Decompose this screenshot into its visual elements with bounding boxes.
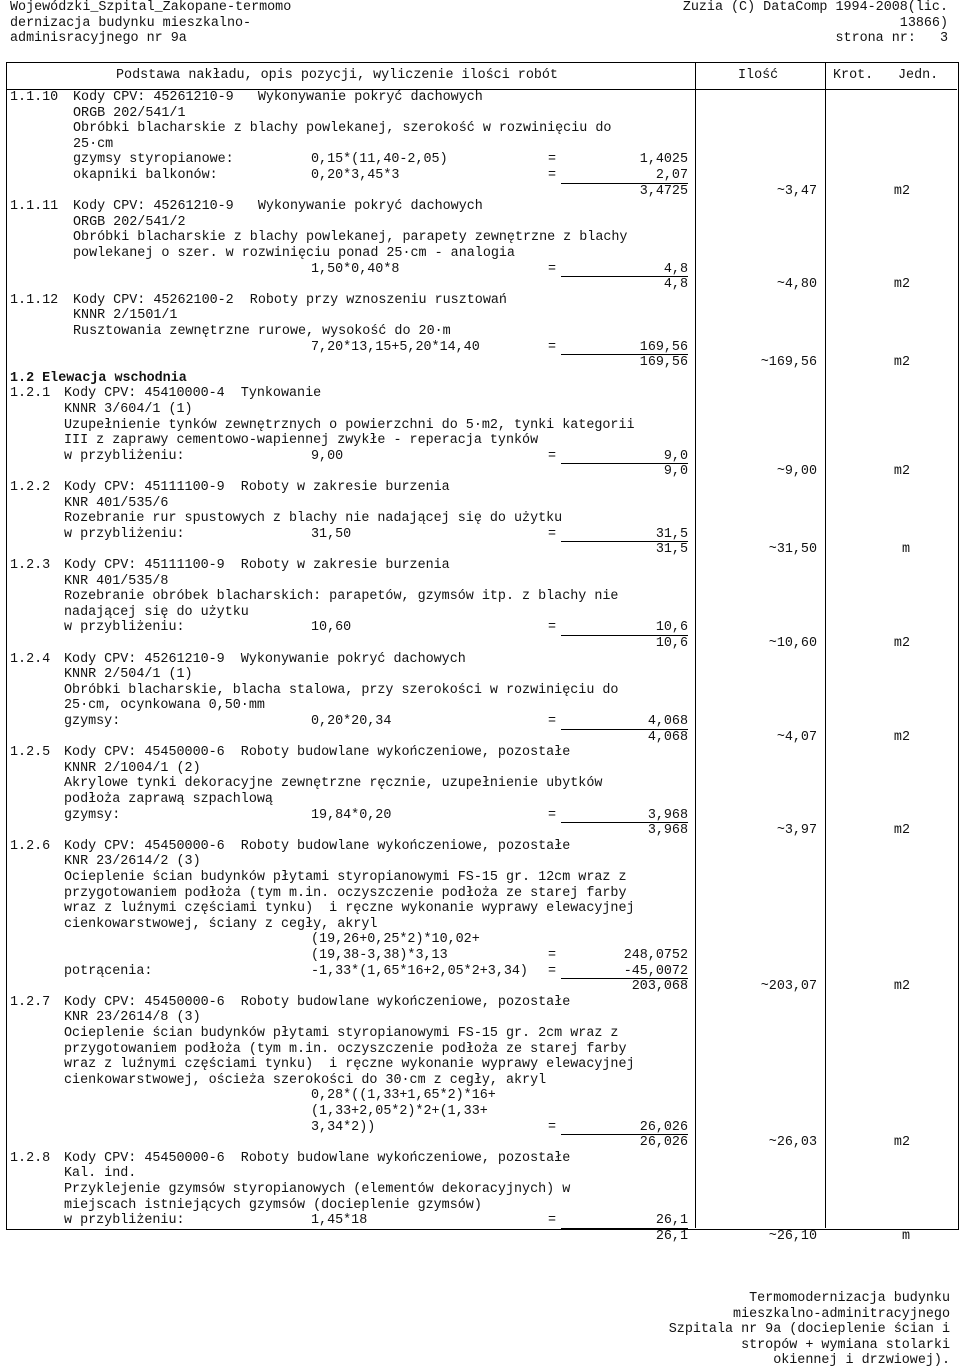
calc-equals: = [548, 620, 557, 636]
footer-line: Szpitala nr 9a (docieplenie ścian i [668, 1322, 950, 1338]
item-base: KNR 23/2614/2 (3) [64, 854, 201, 870]
footer-line: stropów + wymiana stolarki [741, 1337, 950, 1353]
item-quantity: ~3,47 [776, 183, 817, 199]
item-number: 1.1.11 [10, 199, 59, 215]
item-description: przygotowaniem podłoża (tym m.in. oczyszczenie podłoża ze starej farby [64, 1041, 627, 1057]
item-quantity: ~169,56 [760, 355, 817, 371]
item-sum: 3,4725 [639, 183, 688, 199]
calc-label: okapniki balkonów: [73, 168, 218, 183]
item-sum: 169,56 [639, 355, 688, 371]
calc-expression: 19,84*0,20 [311, 807, 392, 823]
item-unit: m2 [893, 355, 910, 371]
calc-equals: = [548, 1119, 557, 1135]
footer-line: mieszkalno-adminitracyjnego [733, 1306, 950, 1322]
footer-line: Termomodernizacja budynku [749, 1291, 950, 1306]
calc-equals: = [548, 714, 557, 729]
calc-value: 26,026 [639, 1119, 688, 1135]
item-unit: m2 [893, 277, 910, 293]
item-unit: m2 [893, 729, 910, 745]
item-sum: 3,968 [647, 823, 688, 839]
calc-expression: 7,20*13,15+5,20*14,40 [311, 339, 480, 355]
item-unit: m2 [893, 464, 910, 480]
calc-expression: (19,38-3,38)*3,13 [311, 948, 448, 963]
item-cpv: Kody CPV: 45262100-2 Roboty przy wznoszeniu rusztowań [73, 292, 507, 308]
calc-expression: 31,50 [311, 526, 352, 542]
item-sum: 10,6 [655, 636, 688, 651]
item-sum: 26,1 [655, 1228, 688, 1244]
item-cpv: Kody CPV: 45450000-6 Roboty budowlane wykończeniowe, pozostałe [64, 1150, 571, 1166]
item-cpv: Kody CPV: 45450000-6 Roboty budowlane wykończeniowe, pozostałe [64, 745, 571, 761]
item-base: KNNR 2/1004/1 (2) [64, 760, 201, 776]
item-quantity: ~26,03 [768, 1135, 817, 1151]
item-number: 1.1.10 [10, 90, 59, 105]
item-sum: 4,068 [647, 729, 688, 745]
calc-expression: 0,20*3,45*3 [311, 168, 400, 183]
item-number: 1.2.7 [10, 994, 51, 1010]
item-description: Rozebranie rur spustowych z blachy nie nadającej się do użytku [64, 511, 563, 527]
item-sum: 203,068 [631, 979, 688, 995]
calc-value: 4,068 [647, 714, 688, 729]
item-base: ORGB 202/541/1 [73, 105, 186, 121]
col-header-desc: Podstawa nakładu, opis pozycji, wyliczenie ilości robót [116, 68, 558, 83]
header-line: strona nr: 3 [835, 31, 948, 47]
page-footer [669, 1291, 950, 1369]
item-cpv: Kody CPV: 45111100-9 Roboty w zakresie burzenia [64, 558, 450, 573]
calc-label: w przybliżeniu: [64, 448, 185, 464]
item-description: Ocieplenie ścian budynków płytami styropianowymi FS-15 gr. 12cm wraz z [64, 870, 627, 885]
item-description: podłoża zaprawą szpachlową [64, 792, 273, 807]
calc-equals: = [548, 448, 557, 464]
calc-equals: = [548, 526, 557, 542]
item-description: wraz z luźnymi częściami tynku) i ręczne wykonanie wyprawy elewacyjnej [64, 1057, 635, 1073]
calc-value: 248,0752 [623, 948, 688, 963]
calc-value: 31,5 [655, 526, 688, 542]
page-header-left [10, 0, 291, 47]
item-unit: m [901, 542, 910, 558]
calc-equals: = [548, 963, 557, 979]
calc-expression: 3,34*2)) [311, 1119, 376, 1135]
calc-label: gzymsy: [64, 807, 121, 823]
calc-equals: = [548, 1213, 557, 1229]
item-number: 1.2.2 [10, 480, 51, 495]
calc-label: gzymsy: [64, 714, 121, 729]
item-quantity: ~3,97 [776, 823, 817, 839]
calc-value: 4,8 [663, 261, 688, 277]
item-number: 1.2.8 [10, 1150, 51, 1166]
item-base: ORGB 202/541/2 [73, 214, 186, 230]
item-number: 1.2.4 [10, 651, 51, 667]
col-header-qty: Ilość [738, 68, 779, 83]
item-unit: m2 [893, 636, 910, 651]
calc-equals: = [548, 168, 557, 183]
item-number: 1.2.6 [10, 838, 51, 854]
calc-value: 3,968 [647, 807, 688, 823]
item-quantity: ~9,00 [776, 464, 817, 480]
header-line: 13866) [899, 15, 948, 31]
item-unit: m2 [893, 979, 910, 995]
item-base: KNR 23/2614/8 (3) [64, 1010, 201, 1026]
item-base: KNR 401/535/6 [64, 495, 169, 511]
calc-equals: = [548, 261, 557, 277]
item-description: Ocieplenie ścian budynków płytami styropianowymi FS-15 gr. 2cm wraz z [64, 1026, 619, 1041]
calc-value: 10,6 [655, 620, 688, 636]
calc-label: potrącenia: [64, 963, 153, 979]
item-number: 1.2.1 [10, 386, 51, 402]
col-header-krot: Krot. [833, 68, 874, 83]
item-cpv: Kody CPV: 45111100-9 Roboty w zakresie burzenia [64, 480, 450, 495]
item-quantity: ~31,50 [768, 542, 817, 558]
calc-expression: 9,00 [311, 448, 344, 464]
calc-expression: (1,33+2,05*2)*2+(1,33+ [311, 1104, 488, 1119]
item-description: 25·cm [73, 136, 114, 152]
item-description: III z zaprawy cementowo-wapiennej zwykłe - reperacja tynków [64, 433, 539, 449]
item-unit: m2 [893, 823, 910, 839]
calc-value: -45,0072 [623, 963, 688, 979]
item-sum: 4,8 [663, 277, 688, 293]
page-header-right [683, 0, 948, 47]
item-base: KNNR 2/1501/1 [73, 308, 178, 324]
item-quantity: ~26,10 [768, 1228, 817, 1244]
item-quantity: ~10,60 [768, 636, 817, 651]
item-description: wraz z luźnymi częściami tynku) i ręczne wykonanie wyprawy elewacyjnej [64, 901, 635, 917]
item-description: Rozebranie obróbek blacharskich: parapetów, gzymsów itp. z blachy nie [64, 589, 619, 605]
item-cpv: Kody CPV: 45450000-6 Roboty budowlane wykończeniowe, pozostałe [64, 838, 571, 854]
calc-label: gzymsy styropianowe: [73, 152, 234, 168]
item-description: Akrylowe tynki dekoracyjne zewnętrzne ręcznie, uzupełnienie ubytków [64, 776, 603, 792]
header-line: Wojewódzki_Szpital_Zakopane-termomo [10, 0, 292, 15]
calc-expression: (19,26+0,25*2)*10,02+ [311, 932, 480, 948]
item-description: Obróbki blacharskie, blacha stalowa, przy szerokości w rozwinięciu do [64, 682, 619, 698]
calc-expression: 0,28*((1,33+1,65*2)*16+ [311, 1088, 496, 1104]
calc-equals: = [548, 807, 557, 823]
item-quantity: ~203,07 [760, 979, 817, 995]
calc-value: 9,0 [663, 448, 688, 464]
item-base: KNNR 2/504/1 (1) [64, 667, 193, 683]
item-cpv: Kody CPV: 45261210-9 Wykonywanie pokryć dachowych [73, 90, 483, 105]
calc-value: 169,56 [639, 339, 688, 355]
calc-label: w przybliżeniu: [64, 1213, 185, 1229]
item-number: 1.2.3 [10, 558, 51, 573]
item-description: Obróbki blacharskie z blachy powlekanej, szerokość w rozwinięciu do [73, 121, 612, 137]
item-description: Rusztowania zewnętrzne rurowe, wysokość do 20·m [73, 324, 451, 339]
column-divider [695, 62, 696, 1228]
header-line: Zuzia (C) DataComp 1994-2008(lic. [682, 0, 948, 15]
calc-label: w przybliżeniu: [64, 620, 185, 636]
calc-value: 2,07 [655, 168, 688, 183]
column-divider [825, 62, 826, 1228]
item-number: 1.2.5 [10, 745, 51, 761]
calc-expression: 0,15*(11,40-2,05) [311, 152, 448, 168]
item-sum: 26,026 [639, 1135, 688, 1151]
calc-label: w przybliżeniu: [64, 526, 185, 542]
item-description: cienkowarstwowej, ościeża szerokości do 30·cm z cegły, akryl [64, 1072, 547, 1088]
section-heading: 1.2 Elewacja wschodnia [10, 370, 187, 386]
item-description: miejscach istniejących gzymsów (docieplenie gzymsów) [64, 1197, 482, 1213]
calc-equals: = [548, 152, 557, 168]
item-cpv: Kody CPV: 45450000-6 Roboty budowlane wykończeniowe, pozostałe [64, 994, 571, 1010]
item-base: Kal. ind. [64, 1166, 137, 1182]
calc-value: 26,1 [655, 1213, 688, 1229]
col-header-unit: Jedn. [898, 68, 939, 83]
item-description: Przyklejenie gzymsów styropianowych (elementów dekoracyjnych) w [64, 1182, 571, 1197]
calc-value: 1,4025 [639, 152, 688, 168]
item-cpv: Kody CPV: 45410000-4 Tynkowanie [64, 386, 322, 402]
item-cpv: Kody CPV: 45261210-9 Wykonywanie pokryć dachowych [64, 651, 466, 667]
item-description: Obróbki blacharskie z blachy powlekanej, parapety zewnętrzne z blachy [73, 230, 628, 246]
calc-equals: = [548, 339, 557, 355]
item-quantity: ~4,80 [776, 277, 817, 293]
item-base: KNR 401/535/8 [64, 573, 169, 589]
item-unit: m2 [893, 1135, 910, 1151]
header-line: dernizacja budynku mieszkalno- [10, 15, 252, 31]
calc-equals: = [548, 948, 557, 963]
calc-expression: 1,45*18 [311, 1213, 368, 1229]
calc-expression: -1,33*(1,65*16+2,05*2+3,34) [311, 963, 528, 979]
item-description: przygotowaniem podłoża (tym m.in. oczyszczenie podłoża ze starej farby [64, 885, 627, 901]
calc-expression: 0,20*20,34 [311, 714, 392, 729]
item-description: nadającej się do użytku [64, 604, 249, 620]
calc-expression: 10,60 [311, 620, 352, 636]
item-number: 1.1.12 [10, 292, 59, 308]
item-description: cienkowarstwowej, ściany z cegły, akryl [64, 916, 378, 932]
item-cpv: Kody CPV: 45261210-9 Wykonywanie pokryć dachowych [73, 199, 483, 215]
item-base: KNNR 3/604/1 (1) [64, 402, 193, 417]
calc-expression: 1,50*0,40*8 [311, 261, 400, 277]
item-sum: 9,0 [663, 464, 688, 480]
item-description: Uzupełnienie tynków zewnętrznych o powierzchni do 5·m2, tynki kategorii [64, 417, 635, 433]
item-quantity: ~4,07 [776, 729, 817, 745]
item-unit: m2 [893, 183, 910, 199]
item-unit: m [901, 1228, 910, 1244]
item-description: powlekanej o szer. w rozwinięciu ponad 25·cm - analogia [73, 246, 515, 261]
header-line: adminisracyjnego nr 9a [10, 31, 187, 47]
item-sum: 31,5 [655, 542, 688, 558]
item-description: 25·cm, ocynkowana 0,50·mm [64, 698, 265, 714]
footer-line: okiennej i drzwiowej). [773, 1353, 950, 1369]
